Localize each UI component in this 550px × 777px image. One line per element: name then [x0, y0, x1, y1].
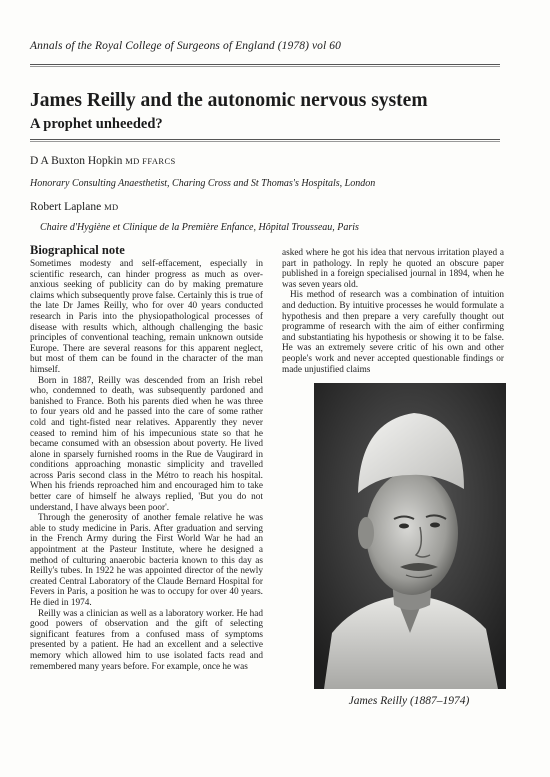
author-1-name: D A Buxton Hopkin [30, 155, 123, 167]
author-2-qualifications: MD [104, 202, 119, 212]
title-rule-top [30, 139, 500, 140]
author-2-affiliation: Chaire d'Hygiène et Clinique de la Première Enfance, Hôpital Trousseau, Paris [40, 222, 359, 233]
left-column [30, 243, 263, 672]
author-2-name: Robert Laplane [30, 201, 102, 213]
article-title: James Reilly and the autonomic nervous system [30, 90, 428, 111]
right-column [282, 248, 504, 375]
portrait-illustration [314, 383, 506, 689]
journal-header: Annals of the Royal College of Surgeons of England (1978) vol 60 [30, 40, 342, 52]
paragraph: Through the generosity of another female relative he was able to study medicine in Paris. After graduation and serving in the French Army during the First World War he had an appointment at the Pasteur Institute, where he designed a method of culturing anaerobic bacteria known to this day as Reilly's tubes. In 1922 he was appointed director of the newly created Central Laboratory of the Claude Bernard Hospital for Fevers in Paris, a position he was to occupy for over 40 years. He died in 1974. [30, 513, 263, 608]
title-rule-bottom [30, 141, 500, 142]
paragraph: Sometimes modesty and self-effacement, especially in scientific research, can hinder progress as much as over-anxious seeking of publicity can do by making premature claims which subsequently prove false. Certainly this is true of the late Dr James Reilly, who for over 40 years conducted research in Paris into the physiopathological processes of disease with results which, although challenging the basic principles of conventional teaching, remain unknown outside Europe. There are several reasons for this apparent neglect, but most of them can be found in the character of the man himself. [30, 259, 263, 375]
paragraph: His method of research was a combination of intuition and deduction. By intuitive processes he would formulate a hypothesis and then prepare a very carefully thought out programme of research with the aim of either confirming and substantiating his hypothesis or showing it to be false. He was an extremely severe critic of his own and other people's work and never accepted questionable findings or made unjustified claims [282, 290, 504, 375]
author-1 [30, 155, 176, 167]
paragraph: asked where he got his idea that nervous irritation played a part in pathology. In reply he quoted an obscure paper published in a foreign specialised journal in 1894, when he was seven years old. [282, 248, 504, 290]
portrait-photo [314, 383, 506, 689]
header-rule-bottom [30, 66, 500, 67]
photo-caption: James Reilly (1887–1974) [348, 695, 470, 707]
author-1-qualifications: MD FFARCS [125, 156, 176, 166]
paragraph: Reilly was a clinician as well as a laboratory worker. He had good powers of observation and the gift of selecting significant features from a confused mass of symptoms presented by a patient. He had an excellent and a selective memory which allowed him to use isolated facts read and remembered many years before. For example, once he was [30, 608, 263, 672]
author-2 [30, 201, 119, 213]
article-subtitle: A prophet unheeded? [30, 116, 163, 132]
section-heading: Biographical note [30, 243, 125, 257]
header-rule-top [30, 64, 500, 65]
paragraph: Born in 1887, Reilly was descended from an Irish rebel who, condemned to death, was subsequently pardoned and banished to France. Both his parents died when he was three to four years old and he passed into the care of some rather cold and tight-fisted near relatives. Apparently they never ceased to remind him of his impecunious state so that he became consumed with an obsession about poverty. He lived alone in sparsely furnished rooms in the Rue de Vaugirard in conditions approaching monastic simplicity and travelled across Paris second class in the Métro to reach his hospital. When his friends reproached him and encouraged him to take better care of himself he always replied, 'But you do not understand, I have always been poor'. [30, 375, 263, 513]
author-1-affiliation: Honorary Consulting Anaesthetist, Charing Cross and St Thomas's Hospitals, London [30, 178, 376, 189]
